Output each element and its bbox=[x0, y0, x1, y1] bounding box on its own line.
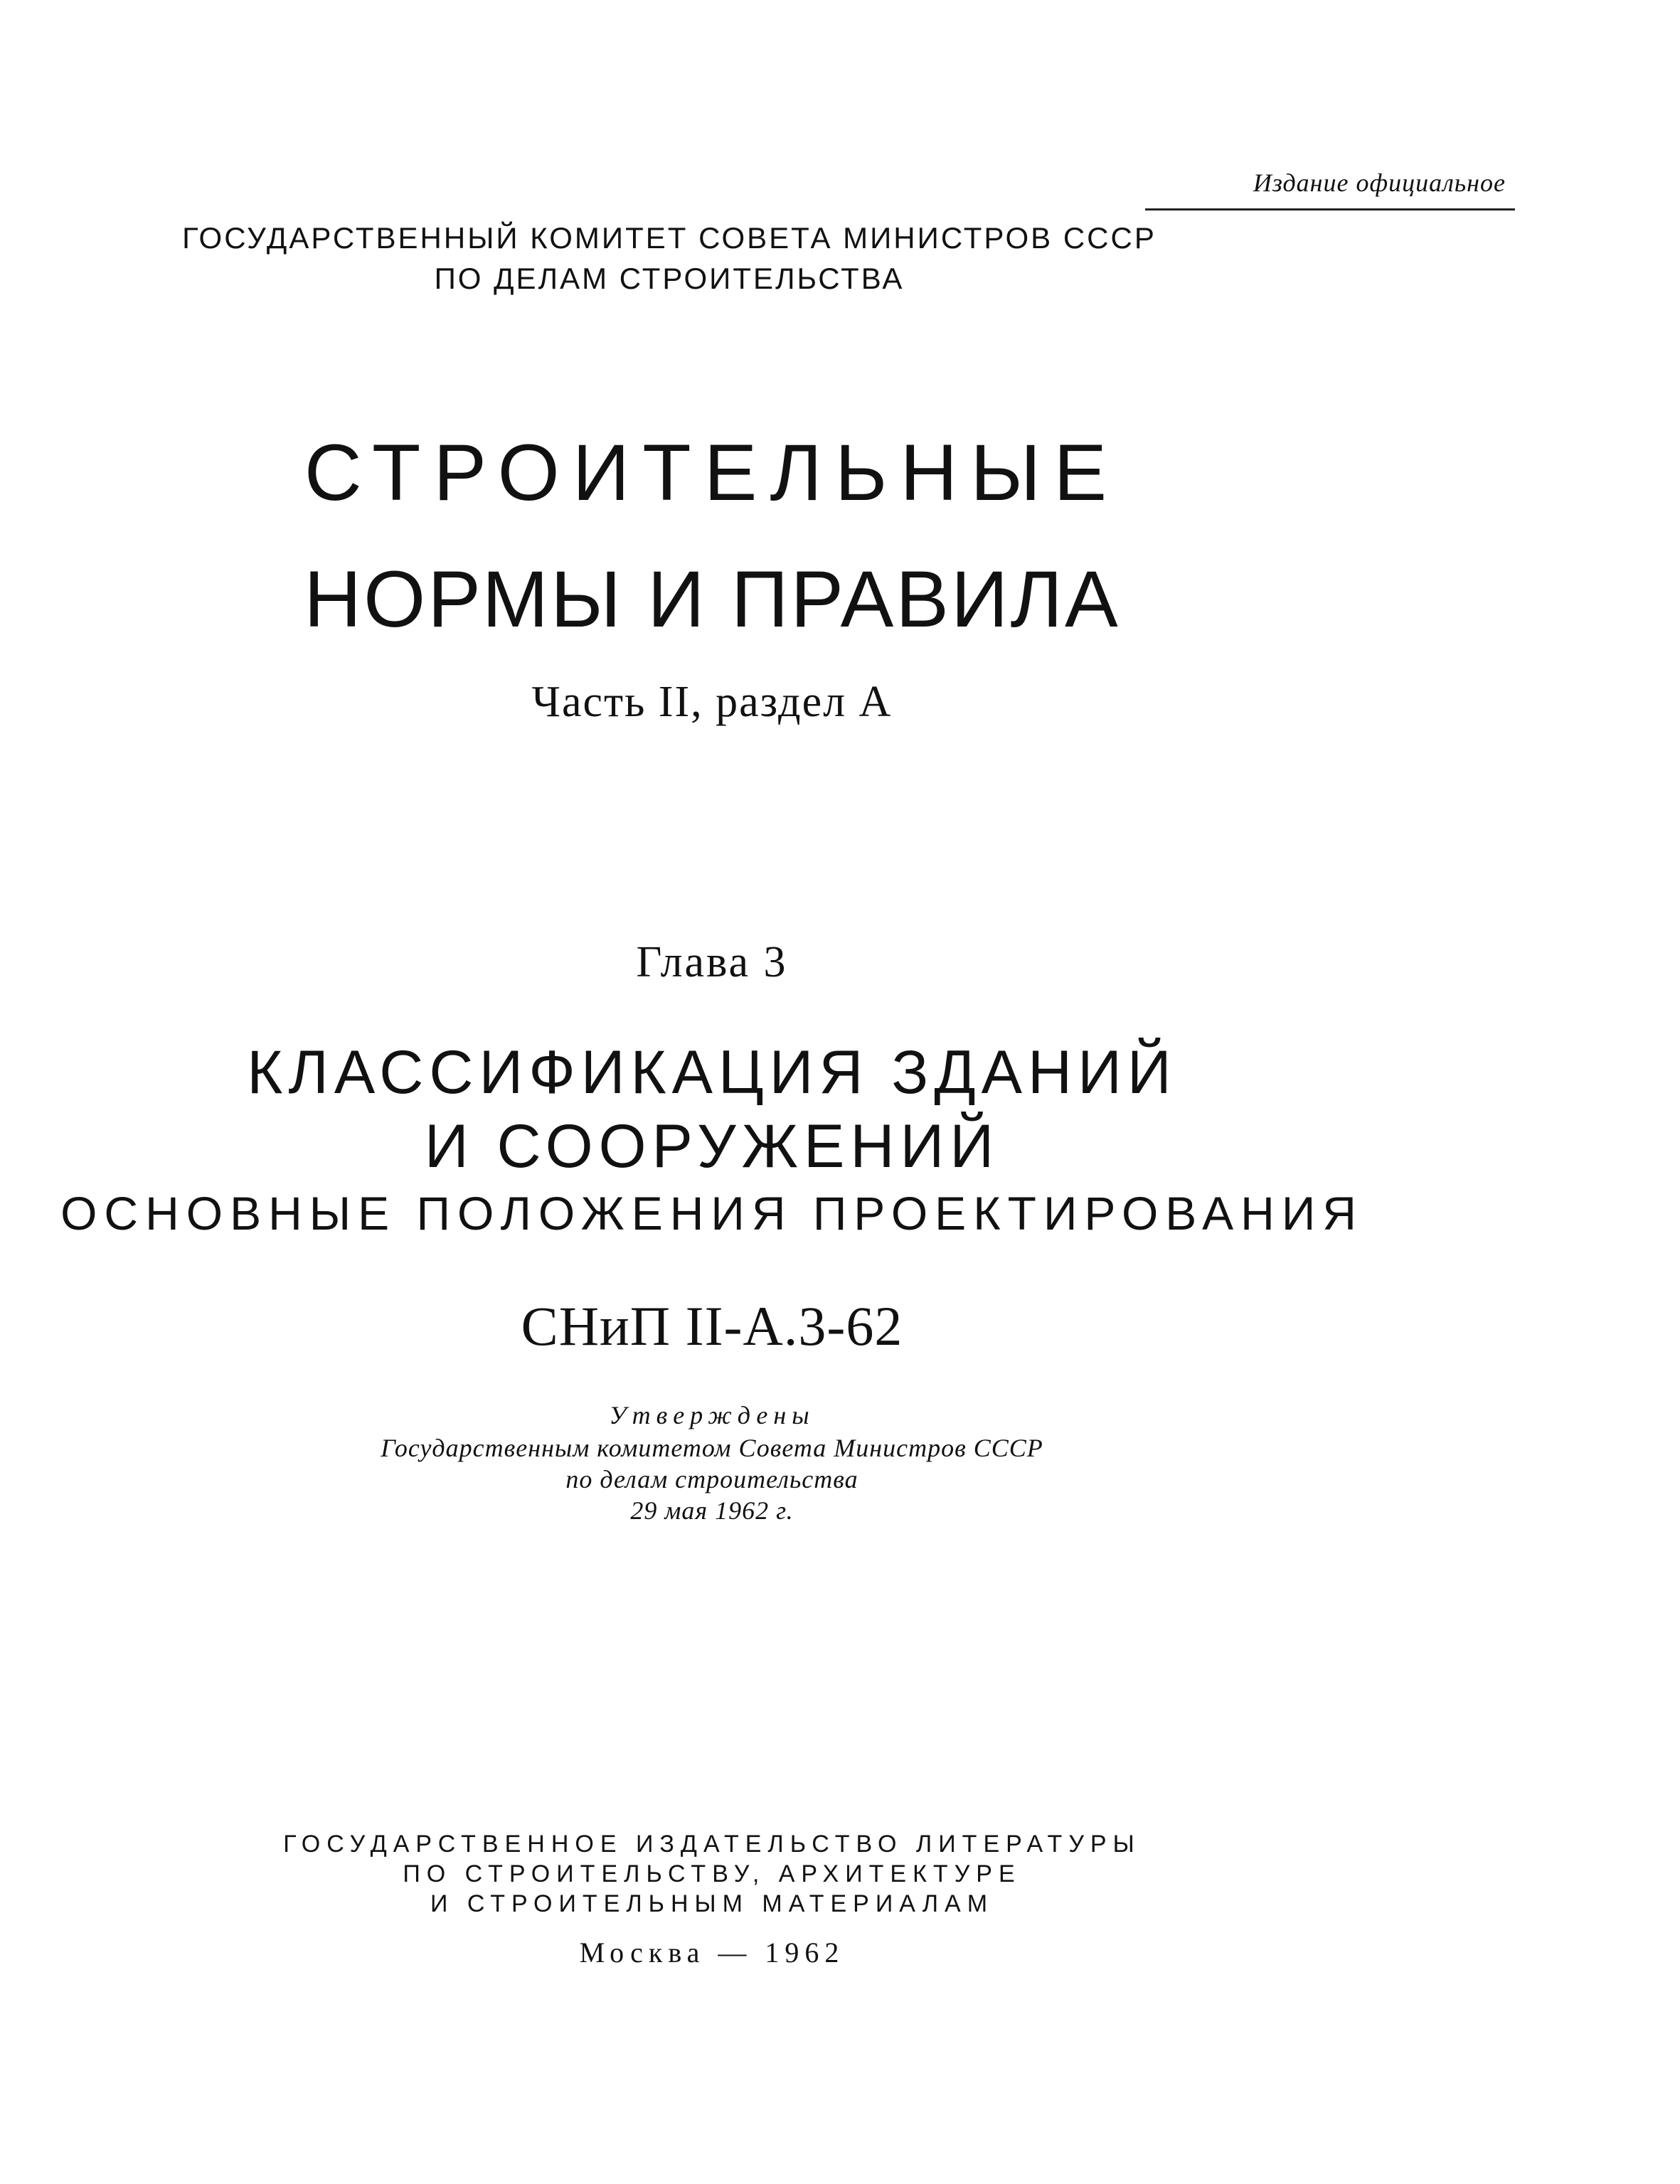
edition-note: Издание официальное bbox=[1253, 169, 1506, 197]
main-title-line-2: НОРМЫ И ПРАВИЛА bbox=[304, 555, 1120, 644]
part-heading: Часть II, раздел А bbox=[531, 678, 893, 726]
approval-line-1: Утверждены bbox=[609, 1401, 815, 1429]
section-title-line-1: КЛАССИФИКАЦИЯ ЗДАНИЙ bbox=[247, 1038, 1177, 1107]
approval-line-3: по делам строительства bbox=[565, 1465, 858, 1493]
section-title-line-2: И СООРУЖЕНИЙ bbox=[424, 1112, 1000, 1181]
publisher-line-3: И СТРОИТЕЛЬНЫМ МАТЕРИАЛАМ bbox=[430, 1890, 994, 1917]
committee-line-2: ПО ДЕЛАМ СТРОИТЕЛЬСТВА bbox=[434, 262, 905, 295]
approval-line-2: Государственным комитетом Совета Министров СССР bbox=[381, 1434, 1043, 1462]
document-code: СНиП II-А.3-62 bbox=[521, 1295, 903, 1357]
publisher-line-1: ГОСУДАРСТВЕННОЕ ИЗДАТЕЛЬСТВО ЛИТЕРАТУРЫ bbox=[283, 1831, 1141, 1858]
publisher-line-2: ПО СТРОИТЕЛЬСТВУ, АРХИТЕКТУРЕ bbox=[403, 1860, 1021, 1887]
chapter-heading: Глава 3 bbox=[636, 938, 788, 986]
edition-underline bbox=[1145, 208, 1515, 211]
committee-line-1: ГОСУДАРСТВЕННЫЙ КОМИТЕТ СОВЕТА МИНИСТРОВ СССР bbox=[182, 221, 1157, 255]
subtitle: ОСНОВНЫЕ ПОЛОЖЕНИЯ ПРОЕКТИРОВАНИЯ bbox=[60, 1187, 1363, 1240]
main-title-line-1: СТРОИТЕЛЬНЫЕ bbox=[304, 428, 1120, 517]
approval-date: 29 мая 1962 г. bbox=[630, 1496, 794, 1525]
city-year: Москва — 1962 bbox=[579, 1937, 845, 1969]
